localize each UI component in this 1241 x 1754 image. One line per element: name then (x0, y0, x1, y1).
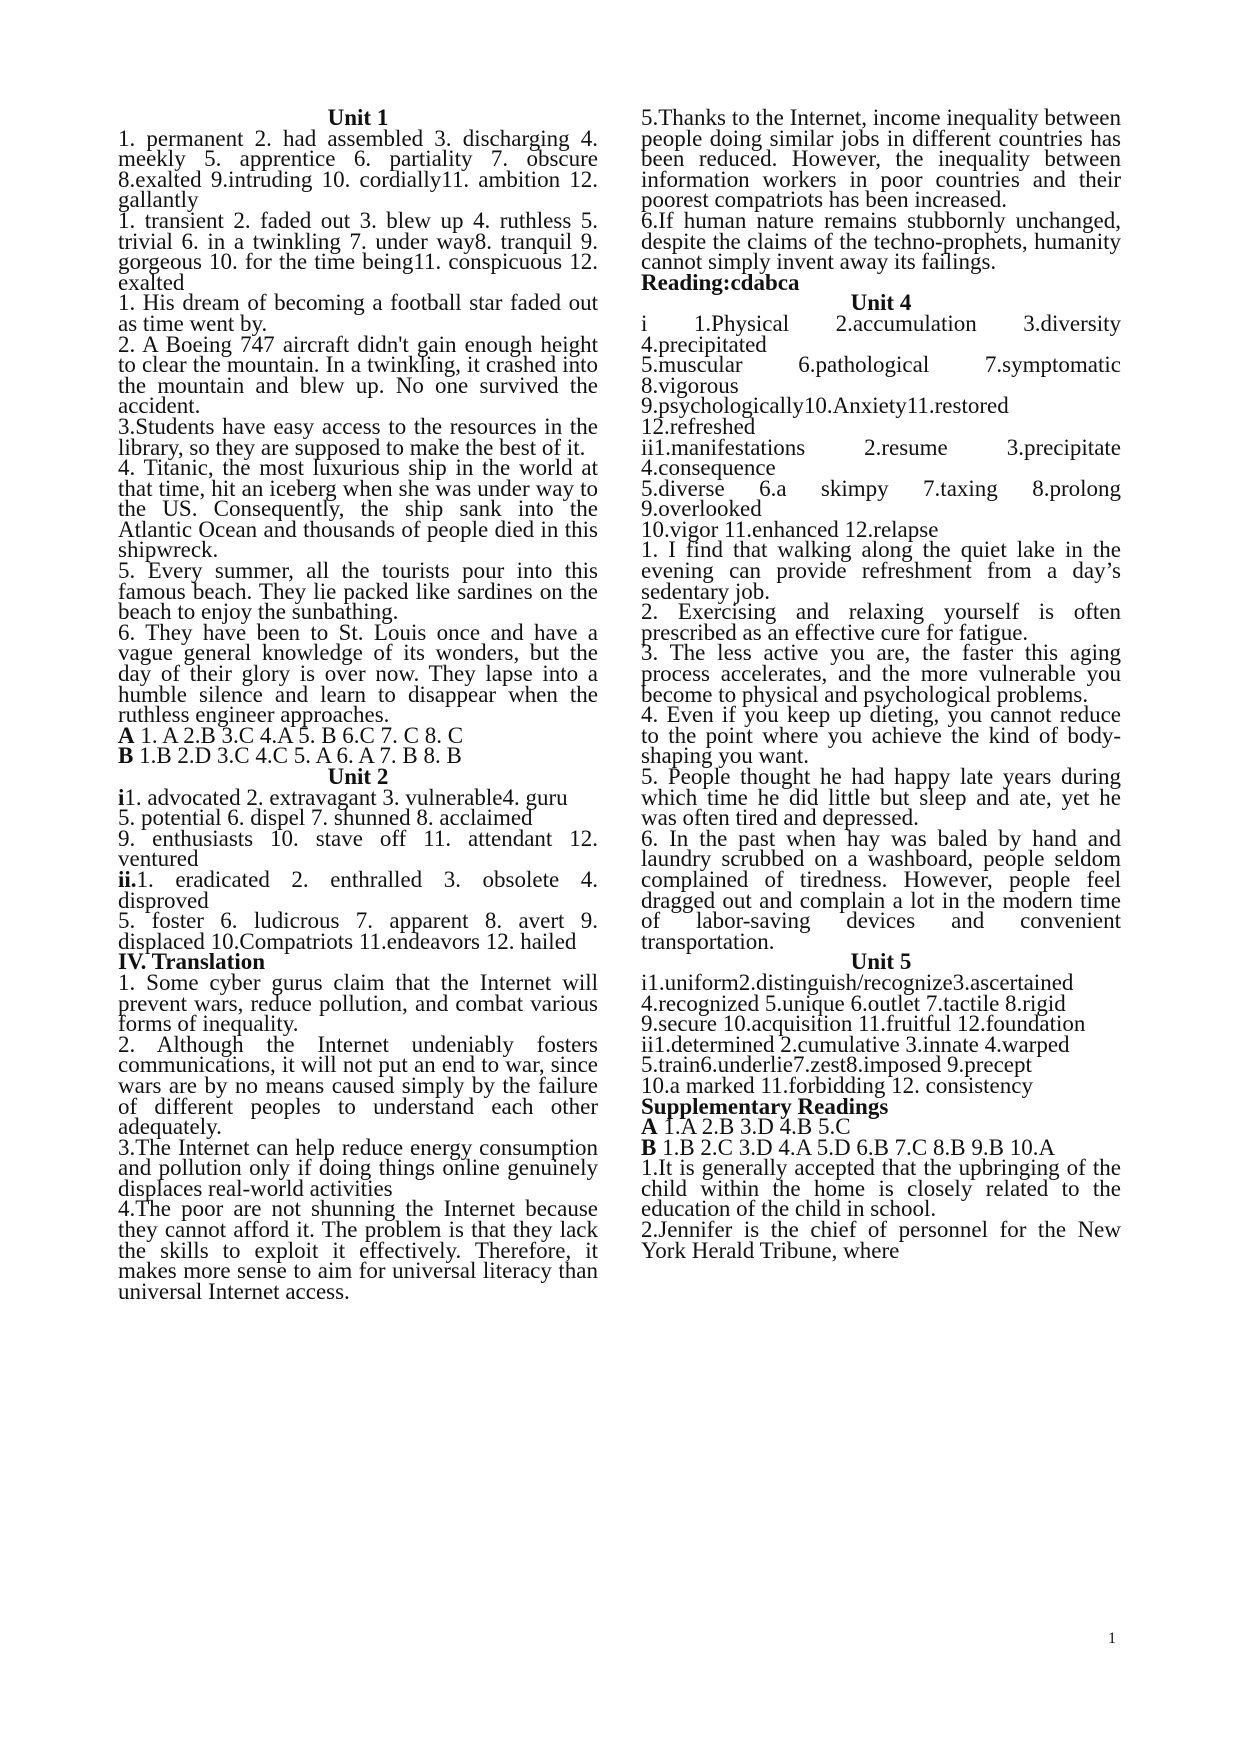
line-text: Unit 4 (850, 290, 912, 316)
answer-line (641, 475, 1121, 522)
answer-line (118, 290, 598, 336)
answer-line (641, 764, 1121, 831)
answer-line (118, 908, 598, 954)
page-number: 1 (1108, 1630, 1116, 1647)
line-text: i1.uniform2.distinguish/recognize3.ascertained (641, 969, 1074, 995)
line-text: 3. The less active you are, the faster this aging process accelerates, and the more vulnerable you become to physical and psychological problems. (641, 640, 1121, 707)
line-text: 1.A 2.B 3.D 4.B 5.C (657, 1114, 851, 1140)
answer-line (118, 331, 598, 419)
line-text: 9.psychologically10.Anxiety11.restored 12.refreshed (641, 393, 1009, 439)
line-text: 5.Thanks to the Internet, income inequality between people doing similar jobs in different countries has been reduced. However, the inequality between information workers in poor countries and their poorest compatriots has been increased. (641, 105, 1121, 213)
section-marker: B (641, 1134, 657, 1160)
answer-line (118, 619, 598, 728)
line-text: Supplementary Readings (641, 1093, 889, 1119)
line-text: ii1.determined 2.cumulative 3.innate 4.warped (641, 1031, 1070, 1057)
line-text: 1. permanent 2. had assembled 3. discharging 4. meekly 5. apprentice 6. partiality 7. obscure 8.exalted 9.intruding 10. cordially11. ambition 12. gallantly (118, 125, 598, 213)
line-text: Unit 1 (327, 105, 389, 130)
line-text: 2. A Boeing 747 aircraft didn't gain enough height to clear the mountain. In a twinkling, it crashed into the mountain and blew up. No one survived the accident. (118, 331, 598, 419)
line-text: 10.a marked 11.forbidding 12. consistency (641, 1072, 1033, 1098)
line-text: 6. In the past when hay was baled by hand and laundry scrubbed on a washboard, people seldom complained of tiredness. However, people feel dragged out and complain a lot in the modern time of labor-saving devices and convenient transportation. (641, 825, 1121, 954)
line-text: 4. Titanic, the most luxurious ship in the world at that time, hit an iceberg when she was under way to the US. Consequently, the ship sank into the Atlantic Ocean and thousands of people died in this shipwreck. (118, 455, 598, 563)
answer-line (118, 455, 598, 563)
line-text: i 1.Physical 2.accumulation 3.diversity 4.precipitated (641, 310, 1121, 357)
section-marker: ii. (118, 866, 137, 892)
line-text: 1.B 2.C 3.D 4.A 5.D 6.B 7.C 8.B 9.B 10.A (656, 1134, 1056, 1160)
line-text: 5. foster 6. ludicrous 7. apparent 8. avert 9. displaced 10.Compatriots 11.endeavors 12. hailed (118, 908, 598, 954)
answer-line (641, 352, 1121, 398)
answer-line (118, 825, 598, 872)
answer-line (641, 310, 1121, 357)
section-marker: i (118, 784, 125, 810)
line-text: 4.The poor are not shunning the Internet because they cannot afford it. The problem is that they lack the skills to exploit it effectively. Therefore, it makes more sense to aim for universal literacy than universal Internet access. (118, 1196, 598, 1304)
answer-line (118, 969, 598, 1037)
answer-line (641, 537, 1121, 604)
line-text: 5. potential 6. dispel 7. shunned 8. acclaimed (118, 805, 533, 831)
line-text: Unit 5 (850, 949, 912, 975)
answer-line (118, 207, 598, 295)
line-text: 5.muscular 6.pathological 7.symptomatic 8.vigorous (641, 352, 1121, 398)
line-text: 10.vigor 11.enhanced 12.relapse (641, 516, 939, 542)
line-text: 6.If human nature remains stubbornly unchanged, despite the claims of the techno-prophets, humanity cannot simply invent away its failings. (641, 207, 1121, 275)
line-text: 1.It is generally accepted that the upbringing of the child within the home is closely related to the education of the child in school. (641, 1155, 1121, 1222)
answer-line (641, 105, 1121, 213)
line-text: Reading:cdabca (641, 269, 800, 295)
line-text: 5.train6.underlie7.zest8.imposed 9.precept (641, 1052, 1032, 1078)
line-text: 5. People thought he had happy late years during which time he did little but sleep and ate, yet he was often tired and depressed. (641, 764, 1121, 831)
section-marker: B (118, 743, 134, 769)
answer-line (641, 825, 1121, 954)
line-text: Unit 2 (327, 764, 389, 789)
answer-line (118, 866, 598, 913)
line-text: 1. eradicated 2. enthralled 3. obsolete 4. disproved (118, 866, 598, 913)
line-text: IV. Translation (118, 949, 265, 975)
answer-line (641, 393, 1121, 439)
line-text: 2.Jennifer is the chief of personnel for the New York Herald Tribune, where (641, 1217, 1121, 1263)
line-text: ii1.manifestations 2.resume 3.precipitate 4.consequence (641, 434, 1121, 481)
line-text: 4.recognized 5.unique 6.outlet 7.tactile 8.rigid (641, 990, 1066, 1016)
line-text: 9.secure 10.acquisition 11.fruitful 12.foundation (641, 1011, 1086, 1037)
line-text: 6. They have been to St. Louis once and have a vague general knowledge of its wonders, but the day of their glory is over now. They lapse into a humble silence and learn to disappear when the ruthless engineer approaches. (118, 619, 598, 728)
answer-line (641, 640, 1121, 707)
line-text: 1. His dream of becoming a football star faded out as time went by. (118, 290, 598, 336)
answer-line (641, 599, 1121, 645)
left-column (118, 105, 598, 1304)
answer-line (118, 1196, 598, 1304)
line-text: 1. A 2.B 3.C 4.A 5. B 6.C 7. C 8. C (134, 722, 464, 748)
line-text: 3.The Internet can help reduce energy consumption and pollution only if doing things online genuinely displaces real-world activities (118, 1134, 598, 1201)
line-text: 9. enthusiasts 10. stave off 11. attendant 12. ventured (118, 825, 598, 872)
line-text: 1. advocated 2. extravagant 3. vulnerable4. guru (124, 784, 568, 810)
answer-line (641, 207, 1121, 275)
section-marker: A (641, 1114, 658, 1140)
line-text: 4. Even if you keep up dieting, you cannot reduce to the point where you achieve the kind of body-shaping you want. (641, 702, 1121, 769)
right-column (641, 105, 1121, 1263)
section-marker: A (118, 722, 135, 748)
line-text: 2. Although the Internet undeniably fosters communications, it will not put an end to war, since wars are by no means caused simply by the failure of different peoples to understand each other adequately. (118, 1031, 598, 1140)
answer-line (641, 1217, 1121, 1263)
line-text: 5. Every summer, all the tourists pour into this famous beach. They lie packed like sardines on the beach to enjoy the sunbathing. (118, 558, 598, 625)
line-text: 1. Some cyber gurus claim that the Internet will prevent wars, reduce pollution, and combat various forms of inequality. (118, 969, 598, 1037)
answer-line (118, 1031, 598, 1140)
line-text: 3.Students have easy access to the resources in the library, so they are supposed to make the best of it. (118, 413, 598, 460)
line-text: 2. Exercising and relaxing yourself is often prescribed as an effective cure for fatigue. (641, 599, 1121, 645)
answer-line (118, 413, 598, 460)
answer-line (118, 1134, 598, 1201)
answer-line (641, 1155, 1121, 1222)
line-text: 1. I find that walking along the quiet lake in the evening can provide refreshment from a day’s sedentary job. (641, 537, 1121, 604)
answer-line (641, 434, 1121, 481)
line-text: 5.diverse 6.a skimpy 7.taxing 8.prolong 9.overlooked (641, 475, 1121, 522)
answer-line (118, 558, 598, 625)
line-text: 1.B 2.D 3.C 4.C 5. A 6. A 7. B 8. B (133, 743, 462, 769)
line-text: 1. transient 2. faded out 3. blew up 4. ruthless 5. trivial 6. in a twinkling 7. under way8. tranquil 9. gorgeous 10. for the time being11. conspicuous 12. exalted (118, 207, 598, 295)
answer-line (118, 125, 598, 213)
answer-line (641, 702, 1121, 769)
